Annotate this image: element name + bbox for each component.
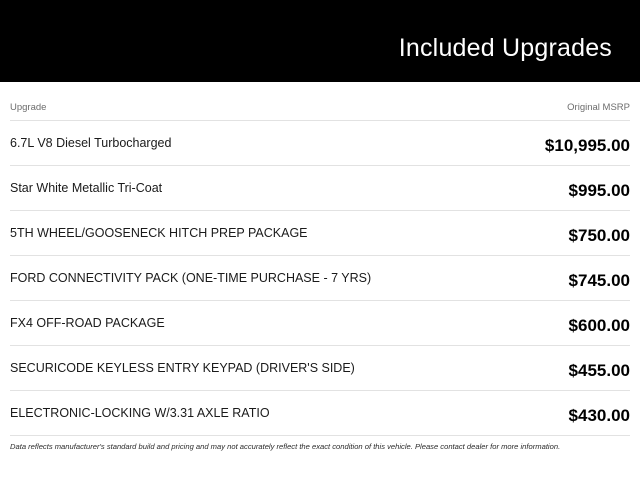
table-column-headers: [10, 82, 630, 120]
upgrades-table: [10, 120, 630, 435]
upgrade-name: FX4 OFF-ROAD PACKAGE: [10, 315, 165, 330]
upgrade-name: ELECTRONIC-LOCKING W/3.31 AXLE RATIO: [10, 405, 270, 420]
table-row: [10, 165, 630, 210]
table-row: [10, 120, 630, 165]
upgrade-price: $600.00: [568, 316, 630, 335]
upgrade-name: Star White Metallic Tri-Coat: [10, 180, 163, 195]
upgrade-price: $455.00: [568, 361, 630, 380]
page-header: [0, 0, 640, 82]
upgrades-content: [0, 82, 640, 480]
upgrade-name: FORD CONNECTIVITY PACK (ONE-TIME PURCHASE - 7 YRS): [10, 270, 372, 285]
page-title: Included Upgrades: [398, 33, 612, 62]
upgrade-name: 5TH WHEEL/GOOSENECK HITCH PREP PACKAGE: [10, 225, 308, 240]
disclaimer-text: Data reflects manufacturer's standard build and pricing and may not accurately reflect the exact condition of this vehicle. Please contact dealer for more information.: [10, 435, 630, 452]
upgrade-price: $10,995.00: [544, 136, 630, 155]
table-row: [10, 210, 630, 255]
upgrade-name: 6.7L V8 Diesel Turbocharged: [10, 135, 172, 150]
table-row: [10, 255, 630, 300]
table-row: [10, 345, 630, 390]
upgrade-price: $745.00: [568, 271, 630, 290]
table-row: [10, 390, 630, 435]
upgrade-price: $995.00: [568, 181, 630, 200]
column-header-msrp: Original MSRP: [567, 102, 630, 113]
upgrade-price: $750.00: [568, 226, 630, 245]
upgrade-name: SECURICODE KEYLESS ENTRY KEYPAD (DRIVER'S SIDE): [10, 360, 355, 375]
upgrade-price: $430.00: [568, 406, 630, 425]
table-row: [10, 300, 630, 345]
column-header-upgrade: Upgrade: [10, 102, 47, 113]
